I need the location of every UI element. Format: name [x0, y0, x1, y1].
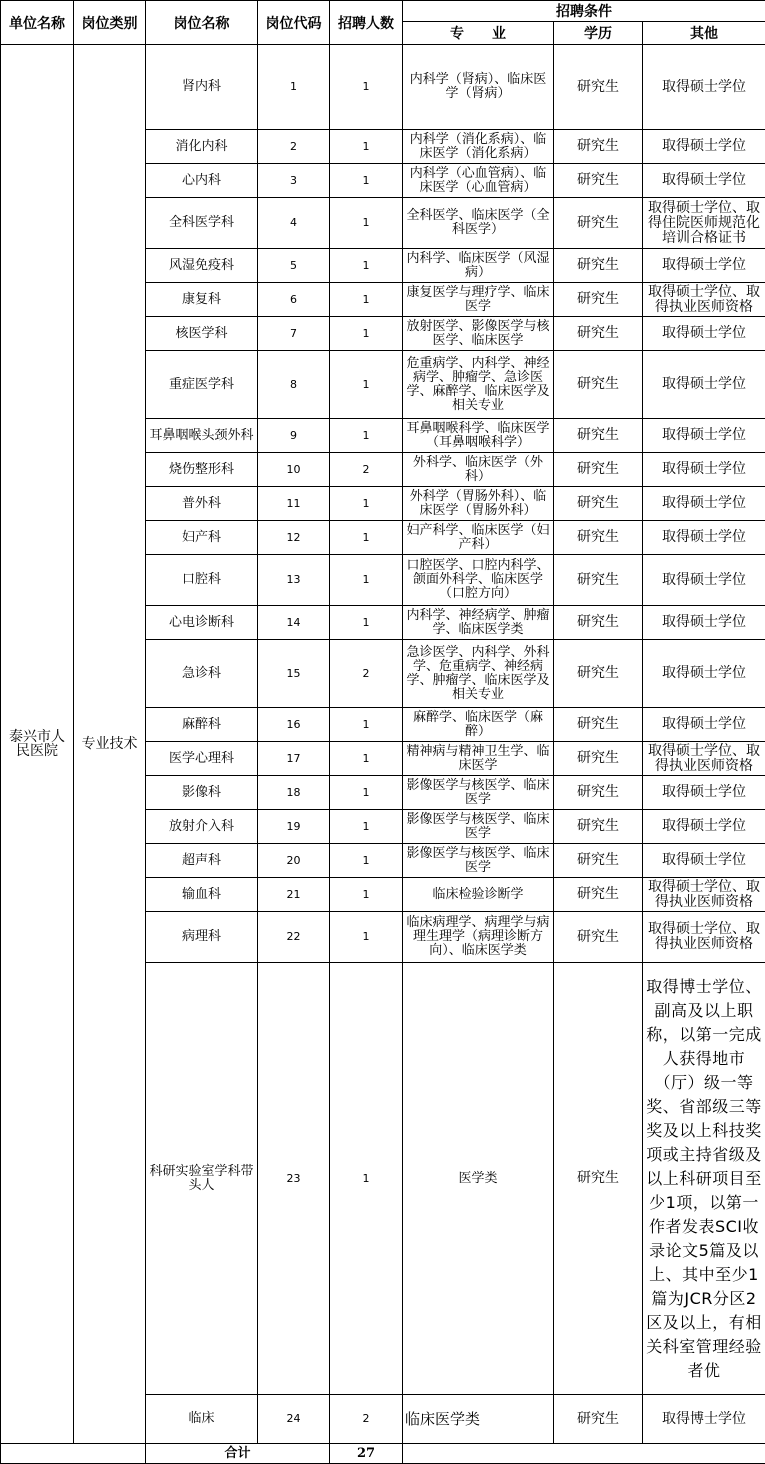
education-cell: 研究生: [554, 878, 643, 912]
post-code-cell: 15: [258, 640, 330, 708]
education-cell: 研究生: [554, 708, 643, 742]
post-code-cell: 12: [258, 521, 330, 555]
major-cell: 耳鼻咽喉科学、临床医学（耳鼻咽喉科学）: [403, 419, 554, 453]
table-row: [1, 45, 765, 130]
post-name-cell: 急诊科: [146, 640, 258, 708]
post-count-cell: 1: [330, 912, 403, 963]
major-cell: 外科学（胃肠外科）、临床医学（胃肠外科）: [403, 487, 554, 521]
unit-name-cell: 泰兴市人民医院: [1, 45, 74, 1444]
post-code-cell: 19: [258, 810, 330, 844]
post-count-cell: 1: [330, 317, 403, 351]
other-requirements-cell: 取得硕士学位: [643, 317, 765, 351]
total-blank-right: [403, 1444, 765, 1464]
education-cell: 研究生: [554, 130, 643, 164]
post-code-cell: 2: [258, 130, 330, 164]
post-code-cell: 20: [258, 844, 330, 878]
education-cell: 研究生: [554, 198, 643, 249]
other-requirements-cell: 取得硕士学位、取得执业医师资格: [643, 878, 765, 912]
post-count-cell: 1: [330, 487, 403, 521]
education-cell: 研究生: [554, 317, 643, 351]
post-name-cell: 临床: [146, 1395, 258, 1444]
other-requirements-cell: 取得硕士学位: [643, 453, 765, 487]
header-other: 其他: [643, 22, 765, 45]
post-count-cell: 1: [330, 742, 403, 776]
other-requirements-cell: 取得硕士学位: [643, 521, 765, 555]
post-code-cell: 8: [258, 351, 330, 419]
post-count-cell: 1: [330, 555, 403, 606]
post-code-cell: 3: [258, 164, 330, 198]
other-requirements-cell: 取得硕士学位: [643, 45, 765, 130]
other-requirements-cell: 取得硕士学位: [643, 640, 765, 708]
total-count: 27: [330, 1444, 403, 1464]
post-count-cell: 1: [330, 606, 403, 640]
education-cell: 研究生: [554, 351, 643, 419]
other-requirements-cell: 取得硕士学位、取得执业医师资格: [643, 283, 765, 317]
other-requirements-cell: 取得硕士学位、取得住院医师规范化培训合格证书: [643, 198, 765, 249]
header-count: 招聘人数: [330, 1, 403, 45]
major-cell: 麻醉学、临床医学（麻醉）: [403, 708, 554, 742]
other-requirements-cell: 取得硕士学位: [643, 487, 765, 521]
major-cell: 临床医学类: [403, 1395, 554, 1444]
post-count-cell: 1: [330, 963, 403, 1395]
education-cell: 研究生: [554, 810, 643, 844]
other-requirements-cell: 取得博士学位、副高及以上职称，以第一完成人获得地市（厅）级一等奖、省部级三等奖及以上科技奖项或主持省级及以上科研项目至少1项，以第一作者发表SCI收录论文5篇及以上、其中至少1篇为JCR分区2区及以上，有相关科室管理经验者优: [643, 963, 765, 1395]
other-requirements-cell: 取得硕士学位: [643, 555, 765, 606]
post-code-cell: 21: [258, 878, 330, 912]
major-cell: 内科学、神经病学、肿瘤学、临床医学类: [403, 606, 554, 640]
post-count-cell: 1: [330, 810, 403, 844]
post-name-cell: 核医学科: [146, 317, 258, 351]
header-conditions: 招聘条件: [403, 1, 765, 22]
major-cell: 全科医学、临床医学（全科医学）: [403, 198, 554, 249]
post-name-cell: 心电诊断科: [146, 606, 258, 640]
post-name-cell: 烧伤整形科: [146, 453, 258, 487]
major-cell: 精神病与精神卫生学、临床医学: [403, 742, 554, 776]
post-code-cell: 4: [258, 198, 330, 249]
post-name-cell: 麻醉科: [146, 708, 258, 742]
major-cell: 内科学、临床医学（风湿病）: [403, 249, 554, 283]
education-cell: 研究生: [554, 742, 643, 776]
major-cell: 影像医学与核医学、临床医学: [403, 776, 554, 810]
post-name-cell: 放射介入科: [146, 810, 258, 844]
education-cell: 研究生: [554, 283, 643, 317]
education-cell: 研究生: [554, 419, 643, 453]
post-code-cell: 13: [258, 555, 330, 606]
other-requirements-cell: 取得硕士学位: [643, 419, 765, 453]
post-count-cell: 2: [330, 453, 403, 487]
header-education: 学历: [554, 22, 643, 45]
major-cell: 医学类: [403, 963, 554, 1395]
post-count-cell: 1: [330, 283, 403, 317]
education-cell: 研究生: [554, 249, 643, 283]
category-cell: 专业技术: [74, 45, 146, 1444]
post-name-cell: 病理科: [146, 912, 258, 963]
education-cell: 研究生: [554, 487, 643, 521]
education-cell: 研究生: [554, 844, 643, 878]
post-count-cell: 1: [330, 844, 403, 878]
education-cell: 研究生: [554, 521, 643, 555]
post-code-cell: 1: [258, 45, 330, 130]
post-code-cell: 5: [258, 249, 330, 283]
post-code-cell: 7: [258, 317, 330, 351]
other-requirements-cell: 取得硕士学位: [643, 249, 765, 283]
post-count-cell: 1: [330, 249, 403, 283]
post-code-cell: 22: [258, 912, 330, 963]
post-count-cell: 1: [330, 164, 403, 198]
post-name-cell: 科研实验室学科带头人: [146, 963, 258, 1395]
post-name-cell: 消化内科: [146, 130, 258, 164]
education-cell: 研究生: [554, 45, 643, 130]
other-requirements-cell: 取得硕士学位: [643, 844, 765, 878]
post-code-cell: 18: [258, 776, 330, 810]
post-code-cell: 17: [258, 742, 330, 776]
education-cell: 研究生: [554, 1395, 643, 1444]
header-unit: 单位名称: [1, 1, 74, 45]
other-requirements-cell: 取得硕士学位: [643, 351, 765, 419]
major-cell: 内科学（心血管病）、临床医学（心血管病）: [403, 164, 554, 198]
post-name-cell: 全科医学科: [146, 198, 258, 249]
education-cell: 研究生: [554, 164, 643, 198]
major-cell: 影像医学与核医学、临床医学: [403, 844, 554, 878]
education-cell: 研究生: [554, 453, 643, 487]
education-cell: 研究生: [554, 912, 643, 963]
other-requirements-cell: 取得硕士学位: [643, 130, 765, 164]
major-cell: 外科学、临床医学（外科）: [403, 453, 554, 487]
post-count-cell: 1: [330, 878, 403, 912]
post-count-cell: 2: [330, 640, 403, 708]
major-cell: 影像医学与核医学、临床医学: [403, 810, 554, 844]
major-cell: 放射医学、影像医学与核医学、临床医学: [403, 317, 554, 351]
post-code-cell: 14: [258, 606, 330, 640]
post-name-cell: 普外科: [146, 487, 258, 521]
total-blank: [1, 1444, 146, 1464]
major-cell: 内科学（肾病）、临床医学（肾病）: [403, 45, 554, 130]
post-name-cell: 肾内科: [146, 45, 258, 130]
major-cell: 危重病学、内科学、神经病学、肿瘤学、急诊医学、麻醉学、临床医学及相关专业: [403, 351, 554, 419]
post-count-cell: 1: [330, 351, 403, 419]
post-name-cell: 口腔科: [146, 555, 258, 606]
major-cell: 内科学（消化系病）、临床医学（消化系病）: [403, 130, 554, 164]
post-code-cell: 10: [258, 453, 330, 487]
post-count-cell: 1: [330, 419, 403, 453]
post-code-cell: 23: [258, 963, 330, 1395]
post-name-cell: 风湿免疫科: [146, 249, 258, 283]
post-count-cell: 2: [330, 1395, 403, 1444]
other-requirements-cell: 取得硕士学位、取得执业医师资格: [643, 742, 765, 776]
header-post-name: 岗位名称: [146, 1, 258, 45]
post-count-cell: 1: [330, 521, 403, 555]
post-name-cell: 重症医学科: [146, 351, 258, 419]
post-code-cell: 6: [258, 283, 330, 317]
other-requirements-cell: 取得硕士学位: [643, 708, 765, 742]
education-cell: 研究生: [554, 640, 643, 708]
other-requirements-cell: 取得硕士学位、取得执业医师资格: [643, 912, 765, 963]
total-row: [1, 1444, 765, 1464]
post-code-cell: 11: [258, 487, 330, 521]
post-name-cell: 妇产科: [146, 521, 258, 555]
major-cell: 康复医学与理疗学、临床医学: [403, 283, 554, 317]
major-cell: 临床检验诊断学: [403, 878, 554, 912]
post-code-cell: 9: [258, 419, 330, 453]
post-count-cell: 1: [330, 130, 403, 164]
header-code: 岗位代码: [258, 1, 330, 45]
post-count-cell: 1: [330, 198, 403, 249]
post-name-cell: 医学心理科: [146, 742, 258, 776]
education-cell: 研究生: [554, 555, 643, 606]
post-name-cell: 耳鼻咽喉头颈外科: [146, 419, 258, 453]
other-requirements-cell: 取得硕士学位: [643, 606, 765, 640]
post-name-cell: 影像科: [146, 776, 258, 810]
post-name-cell: 输血科: [146, 878, 258, 912]
education-cell: 研究生: [554, 606, 643, 640]
major-cell: 妇产科学、临床医学（妇产科）: [403, 521, 554, 555]
other-requirements-cell: 取得硕士学位: [643, 810, 765, 844]
post-name-cell: 康复科: [146, 283, 258, 317]
major-cell: 口腔医学、口腔内科学、颌面外科学、临床医学（口腔方向）: [403, 555, 554, 606]
major-cell: 急诊医学、内科学、外科学、危重病学、神经病学、肿瘤学、临床医学及相关专业: [403, 640, 554, 708]
education-cell: 研究生: [554, 963, 643, 1395]
header-category: 岗位类别: [74, 1, 146, 45]
total-label: 合计: [146, 1444, 330, 1464]
other-requirements-cell: 取得博士学位: [643, 1395, 765, 1444]
major-cell: 临床病理学、病理学与病理生理学（病理诊断方向）、临床医学类: [403, 912, 554, 963]
other-requirements-cell: 取得硕士学位: [643, 164, 765, 198]
post-name-cell: 超声科: [146, 844, 258, 878]
table-body: [1, 45, 765, 1464]
post-code-cell: 24: [258, 1395, 330, 1444]
other-requirements-cell: 取得硕士学位: [643, 776, 765, 810]
header-major: 专 业: [403, 22, 554, 45]
post-count-cell: 1: [330, 708, 403, 742]
education-cell: 研究生: [554, 776, 643, 810]
post-count-cell: 1: [330, 45, 403, 130]
post-name-cell: 心内科: [146, 164, 258, 198]
post-code-cell: 16: [258, 708, 330, 742]
post-count-cell: 1: [330, 776, 403, 810]
